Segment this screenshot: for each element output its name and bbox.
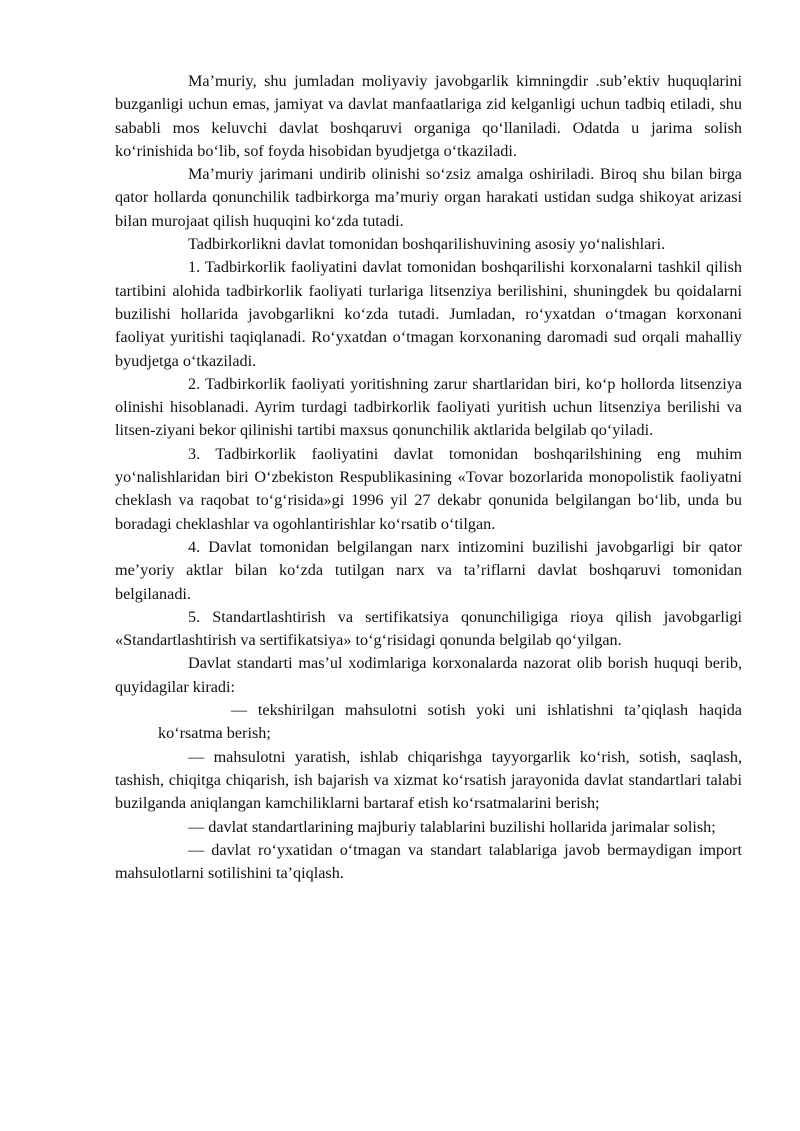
list-item-4: 4. Davlat tomonidan belgilangan narx intizomini buzilishi javobgarligi bir qator me’yoriy aktlar bilan ko‘zda tutilgan narx va ta’riflarni davlat boshqaruvi tomonidan belgilanadi. — [115, 537, 742, 603]
list-item-2: 2. Tadbirkorlik faoliyati yoritishning zarur shartlaridan biri, ko‘p hollorda litsenziya olinishi hisoblanadi. Ayrim turdagi tadbirkorlik faoliyati yuritish uchun litsenziya berilishi va litsen-ziyani bekor qilinishi tartibi maxsus qonunchilik aktlarida belgilab qo‘yiladi. — [115, 374, 742, 440]
document-page — [115, 70, 742, 885]
paragraph-standard-officers: Davlat standarti mas’ul xodimlariga korxonalarda nazorat olib borish huquqi berib, quyidagilar kiradi: — [115, 654, 742, 696]
list-item-1: 1. Tadbirkorlik faoliyatini davlat tomonidan boshqarilishi korxonalarni tashkil qilish tartibini alohida tadbirkorlik faoliyati turlariga litsenziya berilishini, shuningdek bu qoidalarni buzilishi hollarida javobgarlikni ko‘zda tutadi. Jumladan, ro‘yxatdan o‘tmagan korxonani faoliyat yuritishi taqiqlanadi. Ro‘yxatdan o‘tmagan korxonaning daromadi sud orqali mahalliy byudjetga o‘tkaziladi. — [115, 258, 742, 370]
paragraph-fine-collection: Ma’muriy jarimani undirib olinishi so‘zsiz amalga oshiriladi. Biroq shu bilan birga qator hollarda qonunchilik tadbirkorga ma’muriy organ harakati ustidan sudga shikoyat arizasi bilan murojaat qilish huquqini ko‘zda tutadi. — [115, 165, 742, 230]
list-item-5: 5. Standartlashtirish va sertifikatsiya qonunchiligiga rioya qilish javobgarligi «Standartlashtirish va sertifikatsiya» to‘g‘risidagi qonunda belgilab qo‘yilgan. — [115, 607, 742, 650]
paragraph-administrative-liability: Ma’muriy, shu jumladan moliyaviy javobgarlik kimningdir .sub’ektiv huquqlarini buzganligi uchun emas, jamiyat va davlat manfaatlariga zid kelganligi uchun tadbiq etiladi, shu sababli mos keluvchi davlat boshqaruvi organiga qo‘llaniladi. Odatda u jarima solish ko‘rinishida bo‘lib, sof foyda hisobidan byudjetga o‘tkaziladi. — [115, 72, 742, 160]
dash-item-1: — tekshirilgan mahsulotni sotish yoki uni ishlatishni ta’qiqlash haqida ko‘rsatma berish; — [158, 701, 742, 743]
section-heading: Tadbirkorlikni davlat tomonidan boshqarilishuvining asosiy yo‘nalishlari. — [188, 235, 666, 254]
dash-item-4: — davlat ro‘yxatidan o‘tmagan va standart talablariga javob bermaydigan import mahsulotlarni sotilishini ta’qiqlash. — [115, 840, 742, 883]
dash-item-2: — mahsulotni yaratish, ishlab chiqarishga tayyorgarlik ko‘rish, sotish, saqlash, tashish, chiqitga chiqarish, ish bajarish va xizmat ko‘rsatish jarayonida davlat standartlari talabi buzilganda aniqlangan kamchiliklarni bartaraf etish ko‘rsatmalarini berish; — [115, 747, 742, 813]
dash-item-3: — davlat standartlarining majburiy talablarini buzilishi hollarida jarimalar solish; — [188, 817, 716, 836]
list-item-3: 3. Tadbirkorlik faoliyatini davlat tomonidan boshqarilshining eng muhim yo‘nalishlaridan biri O‘zbekiston Respublikasining «Tovar bozorlarida monopolistik faoliyatni cheklash va raqobat to‘g‘risida»gi 1996 yil 27 dekabr qonunida belgilangan bo‘lib, unda bu boradagi cheklashlar va ogohlantirishlar ko‘rsatib o‘tilgan. — [115, 444, 742, 533]
